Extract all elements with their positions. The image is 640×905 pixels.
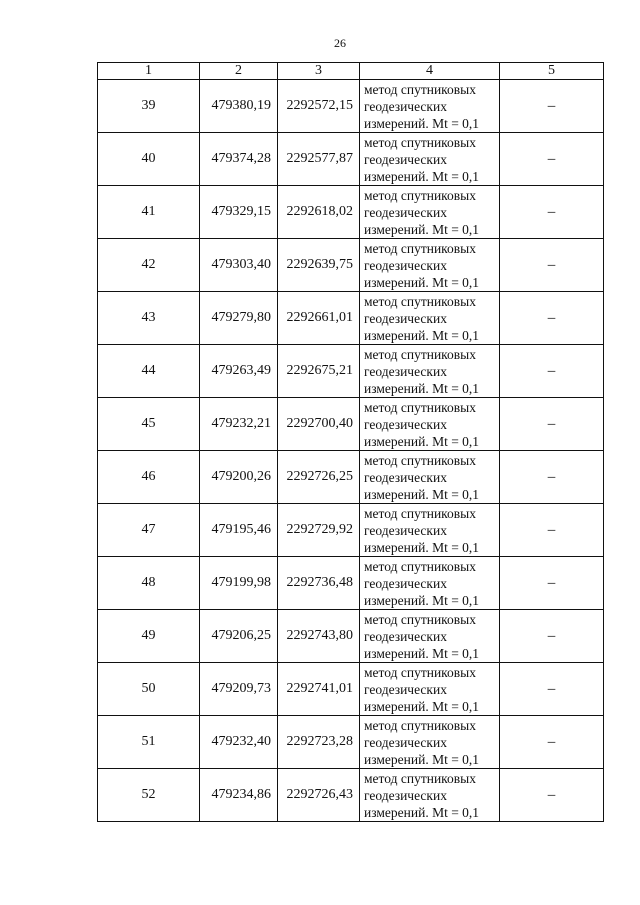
- point-number-cell: 52: [98, 769, 200, 822]
- point-number-cell: 40: [98, 133, 200, 186]
- method-cell: метод спутниковых геодезических измерений. Mt = 0,1: [360, 769, 500, 822]
- point-number-cell: 44: [98, 345, 200, 398]
- x-coordinate-cell: 479279,80: [200, 292, 278, 345]
- x-coordinate-cell: 479232,21: [200, 398, 278, 451]
- point-number-cell: 39: [98, 80, 200, 133]
- note-cell: –: [500, 610, 604, 663]
- method-cell: метод спутниковых геодезических измерений. Mt = 0,1: [360, 610, 500, 663]
- x-coordinate-cell: 479209,73: [200, 663, 278, 716]
- table-row: [98, 610, 604, 663]
- x-coordinate-cell: 479263,49: [200, 345, 278, 398]
- column-header: 2: [200, 63, 278, 80]
- table-row: [98, 133, 604, 186]
- x-coordinate-cell: 479303,40: [200, 239, 278, 292]
- point-number-cell: 49: [98, 610, 200, 663]
- y-coordinate-cell: 2292726,25: [278, 451, 360, 504]
- note-cell: –: [500, 186, 604, 239]
- note-cell: –: [500, 292, 604, 345]
- y-coordinate-cell: 2292723,28: [278, 716, 360, 769]
- x-coordinate-cell: 479206,25: [200, 610, 278, 663]
- y-coordinate-cell: 2292729,92: [278, 504, 360, 557]
- column-header: 3: [278, 63, 360, 80]
- y-coordinate-cell: 2292572,15: [278, 80, 360, 133]
- note-cell: –: [500, 345, 604, 398]
- point-number-cell: 45: [98, 398, 200, 451]
- x-coordinate-cell: 479232,40: [200, 716, 278, 769]
- method-cell: метод спутниковых геодезических измерений. Mt = 0,1: [360, 663, 500, 716]
- table-row: [98, 557, 604, 610]
- y-coordinate-cell: 2292675,21: [278, 345, 360, 398]
- table-row: [98, 398, 604, 451]
- table-row: [98, 716, 604, 769]
- point-number-cell: 43: [98, 292, 200, 345]
- note-cell: –: [500, 557, 604, 610]
- column-header: 4: [360, 63, 500, 80]
- y-coordinate-cell: 2292700,40: [278, 398, 360, 451]
- method-cell: метод спутниковых геодезических измерений. Mt = 0,1: [360, 80, 500, 133]
- x-coordinate-cell: 479199,98: [200, 557, 278, 610]
- note-cell: –: [500, 451, 604, 504]
- method-cell: метод спутниковых геодезических измерений. Mt = 0,1: [360, 504, 500, 557]
- y-coordinate-cell: 2292743,80: [278, 610, 360, 663]
- table-row: [98, 292, 604, 345]
- table-row: [98, 80, 604, 133]
- method-cell: метод спутниковых геодезических измерений. Mt = 0,1: [360, 186, 500, 239]
- table-row: [98, 186, 604, 239]
- method-cell: метод спутниковых геодезических измерений. Mt = 0,1: [360, 451, 500, 504]
- column-header: 1: [98, 63, 200, 80]
- table-row: [98, 345, 604, 398]
- point-number-cell: 42: [98, 239, 200, 292]
- table-row: [98, 769, 604, 822]
- x-coordinate-cell: 479234,86: [200, 769, 278, 822]
- point-number-cell: 46: [98, 451, 200, 504]
- page-number: 26: [334, 36, 346, 50]
- table-row: [98, 504, 604, 557]
- point-number-cell: 51: [98, 716, 200, 769]
- y-coordinate-cell: 2292726,43: [278, 769, 360, 822]
- y-coordinate-cell: 2292577,87: [278, 133, 360, 186]
- column-header: 5: [500, 63, 604, 80]
- x-coordinate-cell: 479329,15: [200, 186, 278, 239]
- y-coordinate-cell: 2292618,02: [278, 186, 360, 239]
- method-cell: метод спутниковых геодезических измерений. Mt = 0,1: [360, 398, 500, 451]
- method-cell: метод спутниковых геодезических измерений. Mt = 0,1: [360, 557, 500, 610]
- table-row: [98, 663, 604, 716]
- x-coordinate-cell: 479380,19: [200, 80, 278, 133]
- point-number-cell: 41: [98, 186, 200, 239]
- method-cell: метод спутниковых геодезических измерений. Mt = 0,1: [360, 133, 500, 186]
- y-coordinate-cell: 2292661,01: [278, 292, 360, 345]
- y-coordinate-cell: 2292741,01: [278, 663, 360, 716]
- note-cell: –: [500, 716, 604, 769]
- y-coordinate-cell: 2292736,48: [278, 557, 360, 610]
- method-cell: метод спутниковых геодезических измерений. Mt = 0,1: [360, 716, 500, 769]
- note-cell: –: [500, 80, 604, 133]
- point-number-cell: 50: [98, 663, 200, 716]
- point-number-cell: 48: [98, 557, 200, 610]
- x-coordinate-cell: 479200,26: [200, 451, 278, 504]
- x-coordinate-cell: 479195,46: [200, 504, 278, 557]
- y-coordinate-cell: 2292639,75: [278, 239, 360, 292]
- point-number-cell: 47: [98, 504, 200, 557]
- method-cell: метод спутниковых геодезических измерений. Mt = 0,1: [360, 345, 500, 398]
- coordinates-table: [97, 62, 604, 822]
- method-cell: метод спутниковых геодезических измерений. Mt = 0,1: [360, 292, 500, 345]
- table-header-row: [98, 63, 604, 80]
- table-row: [98, 451, 604, 504]
- note-cell: –: [500, 398, 604, 451]
- table-row: [98, 239, 604, 292]
- note-cell: –: [500, 239, 604, 292]
- note-cell: –: [500, 663, 604, 716]
- note-cell: –: [500, 133, 604, 186]
- x-coordinate-cell: 479374,28: [200, 133, 278, 186]
- method-cell: метод спутниковых геодезических измерений. Mt = 0,1: [360, 239, 500, 292]
- note-cell: –: [500, 769, 604, 822]
- note-cell: –: [500, 504, 604, 557]
